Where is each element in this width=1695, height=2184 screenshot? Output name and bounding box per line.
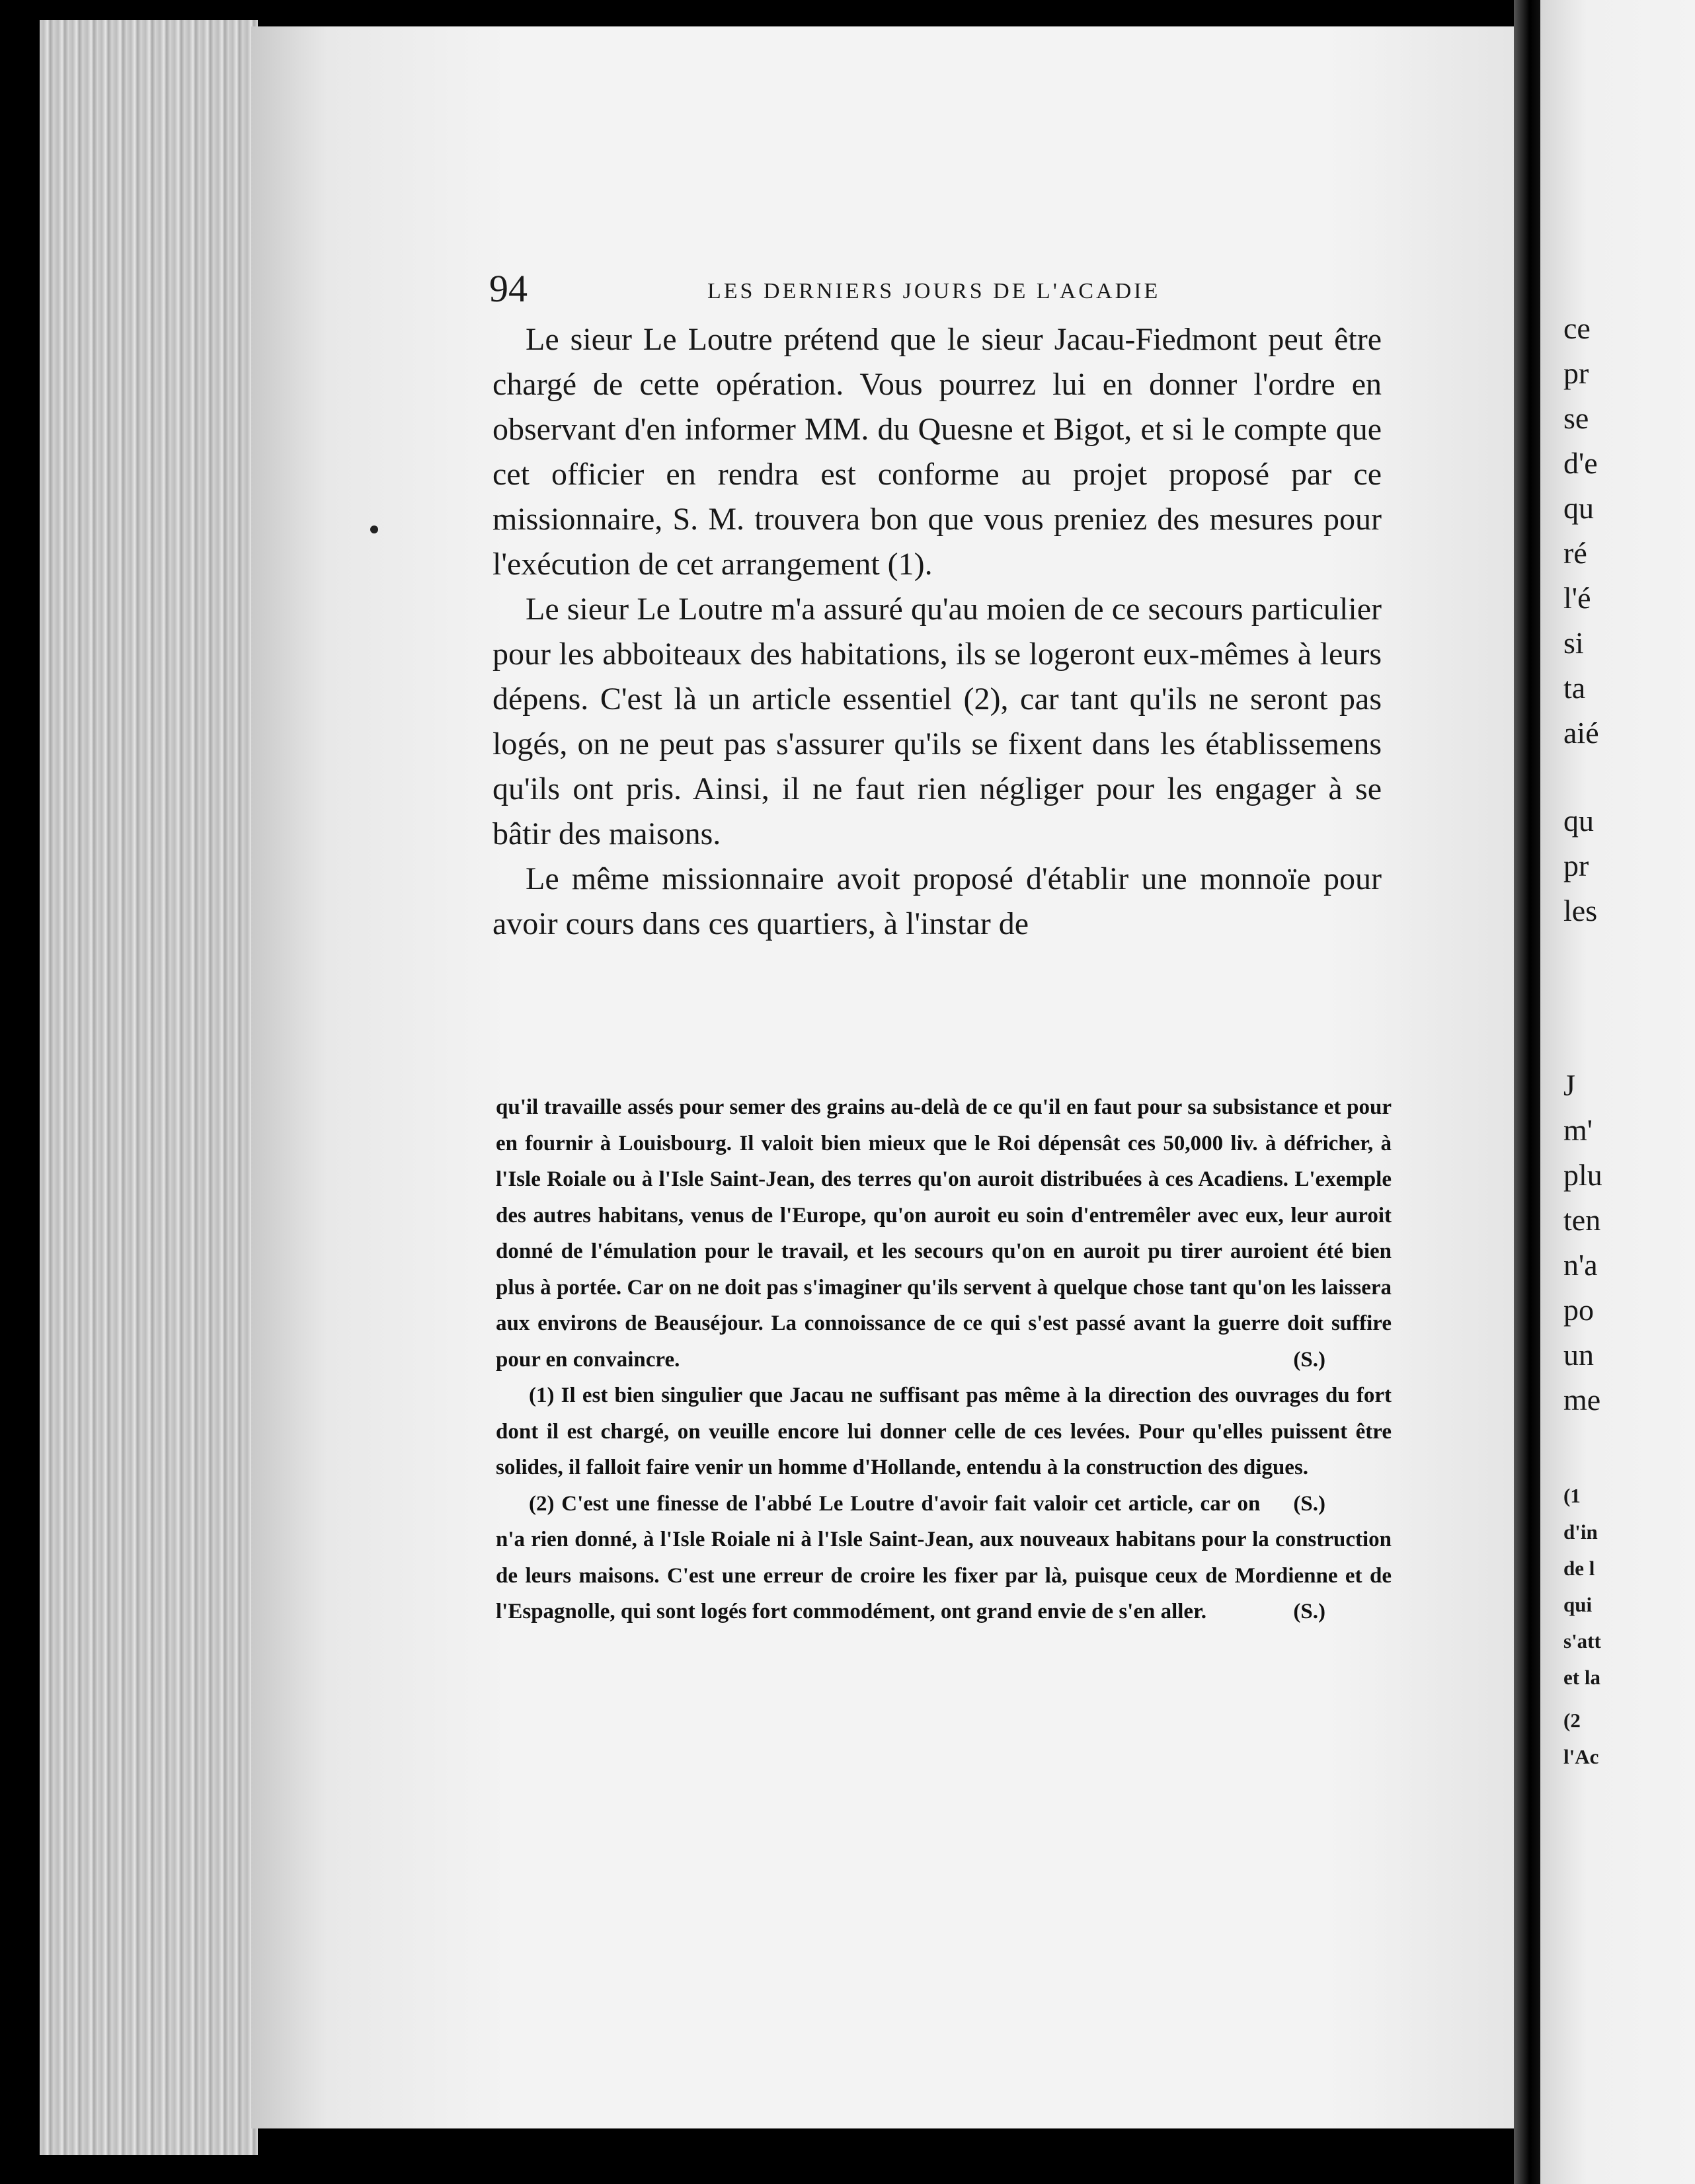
fragment: ta	[1563, 671, 1586, 705]
fragment: si	[1563, 626, 1584, 660]
page-number: 94	[489, 267, 528, 310]
fragment: me	[1563, 1383, 1601, 1417]
fragment: ten	[1563, 1203, 1601, 1237]
fragment: pr	[1563, 849, 1589, 882]
footnote-1	[496, 1378, 1392, 1516]
footnote-continuation	[496, 1089, 1392, 1378]
note-fragment: (2	[1563, 1709, 1581, 1732]
note-fragment: s'att	[1563, 1629, 1601, 1653]
fragment: qu	[1563, 804, 1594, 838]
footnote-signature: (S.)	[1293, 1491, 1325, 1516]
fragment: d'e	[1563, 446, 1598, 480]
note-fragment: et la	[1563, 1666, 1600, 1689]
note-fragment: qui	[1563, 1593, 1593, 1616]
fragment: aié	[1563, 716, 1599, 750]
note-fragment: l'Ac	[1563, 1745, 1599, 1768]
fragment: ce	[1563, 311, 1591, 345]
body-text	[493, 317, 1382, 947]
fragment: l'é	[1563, 581, 1591, 615]
running-title: LES DERNIERS JOURS DE L'ACADIE	[707, 279, 1161, 303]
paragraph: Le même missionnaire avoit proposé d'établir une monnoïe pour avoir cours dans ces quartiers, à l'instar de	[493, 861, 1382, 941]
book-gutter	[1514, 0, 1540, 2184]
paragraph: Le sieur Le Loutre m'a assuré qu'au moien de ce secours particulier pour les abboiteaux des habitations, ils se logeront eux-mêmes à leurs dépens. C'est là un article essentiel (2), car tant qu'ils ne seront pas logés, on ne peut pas s'assurer qu'ils se fixent dans les établissemens qu'ils ont pris. Ainsi, il ne faut rien négliger pour les engager à se bâtir des maisons.	[493, 592, 1382, 851]
fragment: qu	[1563, 491, 1594, 525]
fragment: m'	[1563, 1113, 1593, 1147]
fragment: ré	[1563, 536, 1587, 570]
fragment: po	[1563, 1293, 1594, 1327]
fragment: J	[1563, 1068, 1575, 1102]
note-fragment: (1	[1563, 1484, 1581, 1507]
footnote-text: qu'il travaille assés pour semer des grains au-delà de ce qu'il en faut pour sa subsistance et pour en fournir à Louisbourg. Il valoit bien mieux que le Roi dépensât ces 50,000 liv. à défricher, à l'Isle Roiale ou à l'Isle Saint-Jean, des terres qu'on auroit distribuées à ces Acadiens. L'exemple des autres habitans, venus de l'Europe, qu'on auroit eu soin d'entremêler avec eux, leur auroit donné de l'émulation pour le travail, et les secours qu'on en auroit pu tirer auroient été bien plus à portée. Car on ne doit pas s'imaginer qu'ils servent à quelque chose tant qu'on les laissera aux environs de Beauséjour. La connoissance de ce qui s'est passé avant la guerre doit suffire pour en convaincre.	[496, 1095, 1392, 1372]
footnote-text: (2) C'est une finesse de l'abbé Le Loutre d'avoir fait valoir cet article, car on n'a rien donné, à l'Isle Roiale ni à l'Isle Saint-Jean, aux nouveaux habitans pour la construction de leurs maisons. C'est une erreur de croire les fixer par là, puisque ceux de Mordienne et de l'Espagnolle, qui sont logés fort commodément, ont grand envie de s'en aller.	[496, 1491, 1392, 1623]
footnote-text: (1) Il est bien singulier que Jacau ne suffisant pas même à la direction des ouvrages du fort dont il est chargé, on veuille encore lui donner celle de ces levées. Pour qu'elles puissent être solides, il falloit faire venir un homme d'Hollande, entendu à la construction des digues.	[496, 1384, 1392, 1479]
footnotes	[496, 1089, 1392, 1630]
footnote-signature: (S.)	[1293, 1347, 1325, 1372]
fragment: pr	[1563, 356, 1589, 390]
fragment: se	[1563, 401, 1589, 435]
note-fragment: de l	[1563, 1557, 1595, 1580]
paragraph: Le sieur Le Loutre prétend que le sieur Jacau-Fiedmont peut être chargé de cette opération. Vous pourrez lui en donner l'ordre en observant d'en informer MM. du Quesne et Bigot, et si le compte que cet officier en rendra est conforme au projet proposé par ce missionnaire, S. M. trouvera bon que vous preniez des mesures pour l'exécution de cet arrangement (1).	[493, 322, 1382, 582]
fragment: n'a	[1563, 1248, 1598, 1282]
note-fragment: d'in	[1563, 1520, 1598, 1543]
margin-mark	[370, 526, 378, 533]
fragment: plu	[1563, 1158, 1602, 1192]
fragment: les	[1563, 894, 1598, 927]
running-head	[489, 251, 1415, 311]
footnote-signature: (S.)	[1293, 1600, 1325, 1623]
fragment: un	[1563, 1338, 1594, 1372]
book-page-edges	[40, 20, 258, 2155]
footnote-2	[496, 1486, 1392, 1630]
